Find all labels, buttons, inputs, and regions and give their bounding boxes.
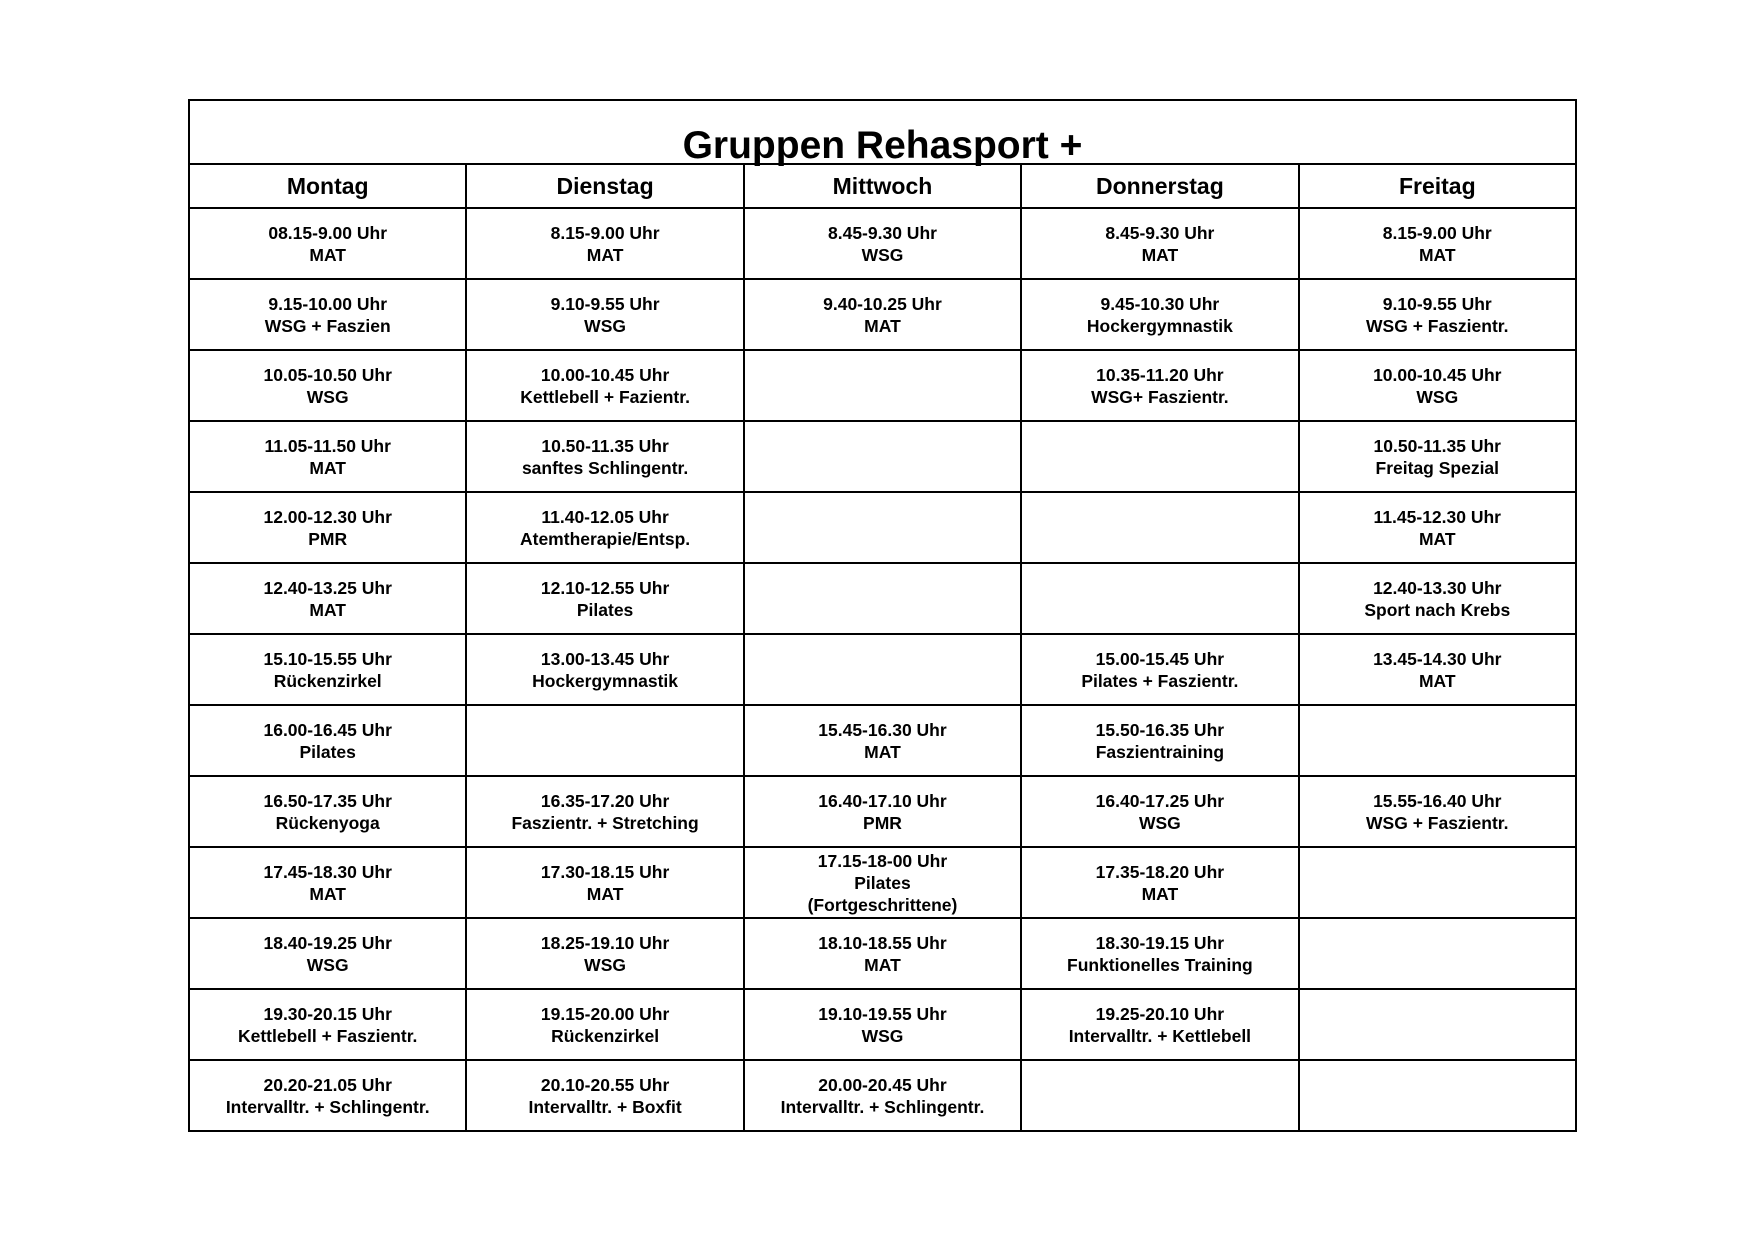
class-time: 17.15-18-00 Uhr (817, 850, 948, 871)
class-name: Faszientraining (1095, 741, 1225, 762)
class-cell (189, 279, 466, 350)
class-name: Intervalltr. + Boxfit (528, 1096, 682, 1117)
class-cell (466, 989, 743, 1060)
class-name: WSG + Faszientr. (1366, 812, 1509, 833)
class-cell (744, 492, 1021, 563)
class-cell (189, 989, 466, 1060)
class-name: MAT (586, 244, 624, 265)
class-cell (744, 279, 1021, 350)
class-time: 17.35-18.20 Uhr (1095, 861, 1225, 882)
class-name: MAT (309, 599, 346, 620)
class-name: MAT (1418, 670, 1456, 691)
class-time: 11.45-12.30 Uhr (1373, 506, 1501, 527)
class-cell (1299, 918, 1576, 989)
class-cell (466, 776, 743, 847)
class-cell (1021, 563, 1298, 634)
day-header-montag: Montag (189, 164, 466, 208)
class-cell (189, 918, 466, 989)
class-cell (1299, 847, 1576, 918)
day-header-donnerstag: Donnerstag (1021, 164, 1298, 208)
class-name: MAT (864, 741, 901, 762)
table-row (189, 421, 1576, 492)
class-time: 19.10-19.55 Uhr (818, 1003, 947, 1024)
class-cell (466, 350, 743, 421)
class-time: 10.00-10.45 Uhr (540, 364, 670, 385)
class-time: 10.00-10.45 Uhr (1373, 364, 1502, 385)
class-cell (466, 847, 743, 918)
class-name: PMR (308, 528, 348, 549)
class-cell (466, 634, 743, 705)
class-time: 18.10-18.55 Uhr (818, 932, 947, 953)
class-cell (1021, 492, 1298, 563)
class-time: 11.40-12.05 Uhr (541, 506, 669, 527)
class-time: 18.30-19.15 Uhr (1095, 932, 1225, 953)
class-name: MAT (309, 883, 346, 904)
day-header-row (189, 164, 1576, 208)
table-row (189, 1060, 1576, 1131)
table-row (189, 563, 1576, 634)
class-cell (466, 421, 743, 492)
class-time: 9.10-9.55 Uhr (1382, 293, 1492, 314)
class-time: 12.40-13.30 Uhr (1373, 577, 1502, 598)
class-cell (1021, 279, 1298, 350)
class-cell (744, 563, 1021, 634)
class-time: 12.10-12.55 Uhr (540, 577, 670, 598)
class-time: 16.50-17.35 Uhr (263, 790, 392, 811)
class-name: sanftes Schlingentr. (521, 457, 689, 478)
class-time: 15.00-15.45 Uhr (1095, 648, 1225, 669)
class-time: 11.05-11.50 Uhr (264, 435, 391, 456)
class-time: 8.45-9.30 Uhr (828, 222, 937, 243)
title-row (189, 100, 1576, 164)
class-cell (744, 847, 1021, 918)
class-cell (1021, 918, 1298, 989)
class-cell (1299, 1060, 1576, 1131)
class-cell (466, 492, 743, 563)
class-time: 16.40-17.25 Uhr (1095, 790, 1225, 811)
table-row (189, 918, 1576, 989)
table-row (189, 989, 1576, 1060)
class-time: 16.40-17.10 Uhr (818, 790, 947, 811)
class-cell (189, 847, 466, 918)
class-name: (Fortgeschrittene) (807, 894, 958, 915)
class-name: Intervalltr. + Kettlebell (1068, 1025, 1252, 1046)
table-row (189, 634, 1576, 705)
class-time: 15.55-16.40 Uhr (1373, 790, 1502, 811)
class-time: 18.25-19.10 Uhr (540, 932, 670, 953)
class-name: Kettlebell + Faszientr. (237, 1025, 418, 1046)
class-name: Sport nach Krebs (1364, 599, 1511, 620)
class-cell (1021, 989, 1298, 1060)
class-time: 20.20-21.05 Uhr (263, 1074, 392, 1095)
class-name: WSG (1138, 812, 1181, 833)
class-cell (466, 705, 743, 776)
class-cell (1299, 208, 1576, 279)
class-cell (189, 563, 466, 634)
class-cell (1299, 421, 1576, 492)
class-time: 17.30-18.15 Uhr (540, 861, 670, 882)
class-cell (189, 208, 466, 279)
class-time: 15.45-16.30 Uhr (818, 719, 947, 740)
class-name: MAT (1418, 244, 1456, 265)
class-name: Hockergymnastik (532, 670, 679, 691)
class-time: 16.35-17.20 Uhr (540, 790, 670, 811)
class-cell (744, 776, 1021, 847)
table-row (189, 776, 1576, 847)
class-time: 13.45-14.30 Uhr (1373, 648, 1502, 669)
class-name: MAT (864, 315, 901, 336)
page-title (189, 100, 1576, 167)
class-name: Rückenzirkel (273, 670, 382, 691)
class-name: Hockergymnastik (1086, 315, 1233, 336)
page-title-text: Gruppen Rehasport + (682, 124, 1083, 167)
class-time: 15.50-16.35 Uhr (1095, 719, 1225, 740)
class-time: 10.50-11.35 Uhr (1373, 435, 1501, 456)
class-cell (1021, 634, 1298, 705)
class-cell (744, 705, 1021, 776)
class-time: 19.15-20.00 Uhr (540, 1003, 670, 1024)
table-row (189, 208, 1576, 279)
class-name: MAT (309, 244, 346, 265)
class-cell (1021, 705, 1298, 776)
class-cell (1299, 705, 1576, 776)
class-name: WSG (584, 954, 626, 975)
class-cell (466, 563, 743, 634)
class-name: Pilates (576, 599, 634, 620)
class-time: 8.15-9.00 Uhr (550, 222, 660, 243)
class-cell (1299, 279, 1576, 350)
class-cell (1021, 776, 1298, 847)
class-cell (189, 705, 466, 776)
class-cell (744, 421, 1021, 492)
class-time: 10.35-11.20 Uhr (1096, 364, 1224, 385)
class-name: Freitag Spezial (1375, 457, 1500, 478)
class-cell (1299, 492, 1576, 563)
class-time: 20.10-20.55 Uhr (540, 1074, 670, 1095)
day-header-freitag: Freitag (1299, 164, 1576, 208)
table-row (189, 705, 1576, 776)
class-name: Intervalltr. + Schlingentr. (225, 1096, 430, 1117)
class-cell (466, 208, 743, 279)
class-name: PMR (863, 812, 902, 833)
class-cell (744, 989, 1021, 1060)
class-name: MAT (1418, 528, 1456, 549)
class-cell (744, 350, 1021, 421)
table-row (189, 350, 1576, 421)
table-row (189, 279, 1576, 350)
class-cell (1021, 1060, 1298, 1131)
schedule-table (188, 99, 1577, 1132)
class-name: Faszientr. + Stretching (511, 812, 699, 833)
class-name: Rückenzirkel (551, 1025, 660, 1046)
class-time: 18.40-19.25 Uhr (263, 932, 392, 953)
class-cell (189, 776, 466, 847)
class-time: 10.50-11.35 Uhr (541, 435, 669, 456)
class-name: Intervalltr. + Schlingentr. (780, 1096, 985, 1117)
day-header-dienstag: Dienstag (466, 164, 743, 208)
class-time: 16.00-16.45 Uhr (263, 719, 392, 740)
class-time: 9.45-10.30 Uhr (1100, 293, 1220, 314)
class-name: WSG (1416, 386, 1459, 407)
class-name: Pilates (854, 872, 911, 893)
class-time: 8.15-9.00 Uhr (1382, 222, 1492, 243)
class-name: Kettlebell + Fazientr. (520, 386, 690, 407)
class-cell (1299, 989, 1576, 1060)
class-name: WSG + Faszientr. (1366, 315, 1509, 336)
class-cell (1299, 350, 1576, 421)
class-cell (189, 421, 466, 492)
class-cell (466, 918, 743, 989)
class-name: WSG (306, 954, 349, 975)
class-cell (744, 1060, 1021, 1131)
day-header-mittwoch: Mittwoch (744, 164, 1021, 208)
class-time: 9.10-9.55 Uhr (550, 293, 660, 314)
class-name: MAT (864, 954, 901, 975)
class-cell (189, 634, 466, 705)
class-time: 9.40-10.25 Uhr (823, 293, 942, 314)
class-cell (189, 492, 466, 563)
class-cell (466, 279, 743, 350)
class-name: WSG+ Faszientr. (1091, 386, 1229, 407)
class-time: 10.05-10.50 Uhr (263, 364, 392, 385)
class-time: 08.15-9.00 Uhr (268, 222, 388, 243)
class-cell (744, 918, 1021, 989)
class-cell (744, 208, 1021, 279)
table-row (189, 492, 1576, 563)
class-name: Pilates (299, 741, 356, 762)
class-name: WSG (861, 244, 904, 265)
class-name: WSG (861, 1025, 904, 1046)
class-cell (189, 350, 466, 421)
class-time: 12.40-13.25 Uhr (263, 577, 392, 598)
class-name: Atemtherapie/Entsp. (519, 528, 691, 549)
class-time: 19.25-20.10 Uhr (1095, 1003, 1225, 1024)
class-cell (189, 1060, 466, 1131)
schedule-body (189, 208, 1576, 1131)
class-time: 8.45-9.30 Uhr (1105, 222, 1215, 243)
class-cell (1021, 847, 1298, 918)
class-cell (466, 1060, 743, 1131)
class-name: MAT (1141, 883, 1179, 904)
class-time: 9.15-10.00 Uhr (268, 293, 388, 314)
class-name: MAT (1141, 244, 1179, 265)
class-cell (1299, 563, 1576, 634)
class-name: WSG (306, 386, 349, 407)
class-time: 19.30-20.15 Uhr (263, 1003, 392, 1024)
class-cell (1021, 421, 1298, 492)
table-row (189, 847, 1576, 918)
class-time: 15.10-15.55 Uhr (263, 648, 392, 669)
class-name: Pilates + Faszientr. (1081, 670, 1239, 691)
class-name: MAT (586, 883, 624, 904)
class-name: WSG (584, 315, 626, 336)
class-cell (1021, 208, 1298, 279)
class-cell (1299, 776, 1576, 847)
class-cell (1299, 634, 1576, 705)
class-name: Funktionelles Training (1067, 954, 1253, 975)
class-time: 13.00-13.45 Uhr (540, 648, 670, 669)
class-cell (744, 634, 1021, 705)
class-name: Rückenyoga (275, 812, 380, 833)
class-time: 12.00-12.30 Uhr (263, 506, 392, 527)
class-name: MAT (309, 457, 346, 478)
class-cell (1021, 350, 1298, 421)
class-time: 20.00-20.45 Uhr (818, 1074, 947, 1095)
class-name: WSG + Faszien (264, 315, 391, 336)
class-time: 17.45-18.30 Uhr (263, 861, 392, 882)
